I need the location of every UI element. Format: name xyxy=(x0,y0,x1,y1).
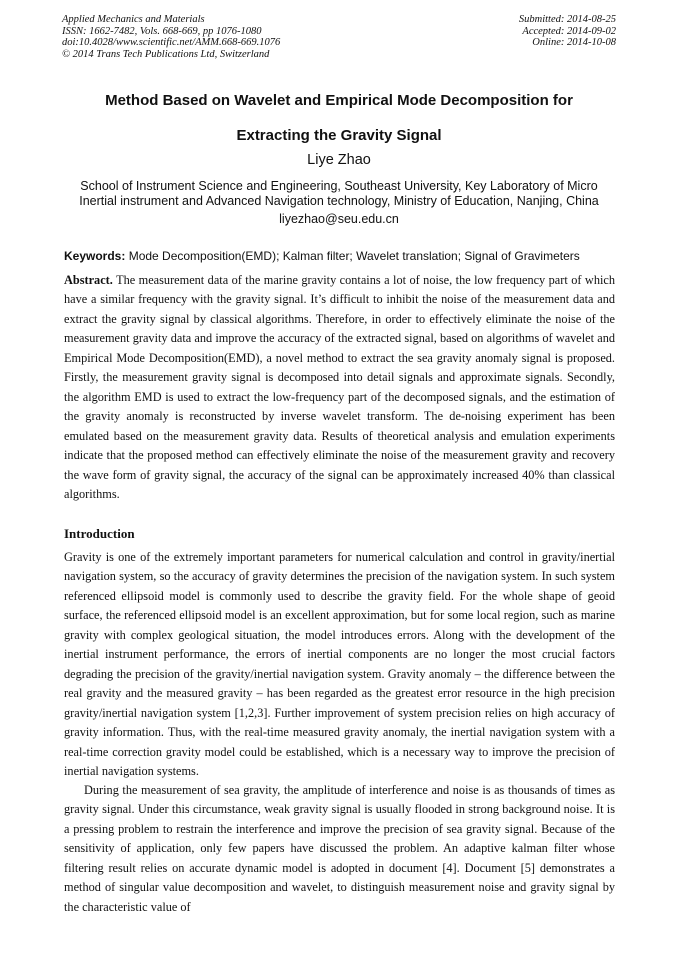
journal-name: Applied Mechanics and Materials xyxy=(62,14,205,25)
author-name: Liye Zhao xyxy=(307,152,371,168)
accepted-date: Accepted: 2014-09-02 xyxy=(522,25,616,37)
journal-header-right xyxy=(519,14,616,49)
affiliation-line-1: School of Instrument Science and Engineering, Southeast University, Key Laboratory of Micro xyxy=(80,179,598,193)
section-heading-introduction: Introduction xyxy=(64,526,135,541)
abstract-text: The measurement data of the marine gravity contains a lot of noise, the low frequency part of which have a similar frequency with the gravity signal. It’s difficult to inhibit the noise of the measurement data and extract the gravity signal by classical algorithms. Therefore, in order to effectively eliminate the noise of the measurement gravity data and improve the accuracy of the extracted signal, based on algorithms of wavelet and Empirical Mode Decomposition(EMD), a novel method to extract the sea gravity anomaly signal is proposed. Firstly, the measurement gravity signal is decomposed into detail signals and approximate signals. Secondly, the algorithm EMD is used to extract the low-frequency part of the decomposed signals, and the estimation of the gravity anomaly is reconstructed by inverse wavelet transform. The de-noising experiment has been emulated based on the measurement gravity data. Results of theoretical analysis and emulation experiments indicate that the proposed method can effectively eliminate the noise of the measurement gravity and recovery the wave form of gravity signal, the accuracy of the signal can be approximately increased 40% than classical algorithms. xyxy=(64,273,615,501)
author-email: liyezhao@seu.edu.cn xyxy=(279,212,399,226)
journal-copyright: © 2014 Trans Tech Publications Ltd, Switzerland xyxy=(62,48,270,60)
keywords xyxy=(64,249,624,263)
keywords-label: Keywords: xyxy=(64,249,126,263)
abstract-label: Abstract. xyxy=(64,273,113,287)
abstract xyxy=(64,271,615,504)
online-date: Online: 2014-10-08 xyxy=(532,37,616,48)
journal-issn: ISSN: 1662-7482, Vols. 668-669, pp 1076-1080 xyxy=(62,25,262,37)
introduction-paragraph-2: During the measurement of sea gravity, the amplitude of interference and noise is as thousands of times as gravity signal. Under this circumstance, weak gravity signal is usually flooded in strong background noise. It is a pressing problem to restrain the interference and improve the precision of sea gravity signal. Because of the sensitivity of application, only few papers have discussed the problem. An adaptive kalman filter whose filtering result relies on accurate dynamic model is adopted in document [4]. Document [5] demonstrates a method of singular value decomposition and wavelet, to distinguish measurement noise and gravity signal by the characteristic value of xyxy=(64,783,615,914)
journal-doi: doi:10.4028/www.scientific.net/AMM.668-669.1076 xyxy=(62,37,281,48)
paper-title-line-1: Method Based on Wavelet and Empirical Mode Decomposition for xyxy=(105,92,573,109)
affiliation xyxy=(60,179,618,209)
journal-header-left xyxy=(62,14,280,60)
keywords-text: Mode Decomposition(EMD); Kalman filter; Wavelet translation; Signal of Gravimeters xyxy=(125,249,580,263)
affiliation-line-2: Inertial instrument and Advanced Navigation technology, Ministry of Education, Nanjing, China xyxy=(79,194,599,208)
submitted-date: Submitted: 2014-08-25 xyxy=(518,14,616,25)
introduction-paragraph-1: Gravity is one of the extremely important parameters for numerical calculation and control in gravity/inertial navigation system, so the accuracy of gravity determines the precision of the navigation system. In such system referenced ellipsoid model is commonly used to describe the gravity field. For the whole shape of geoid surface, the referenced ellipsoid model is an excellent approximation, but for some local region, such as marine gravity with complex geological situation, the model introduces errors. Along with the development of the inertial instrument performance, the errors of inertial components are no longer the most crucial factors degrading the precision of the gravity/inertial navigation system. Gravity anomaly – the difference between the real gravity and the measured gravity – has been regarded as the greatest error resource in the high precision gravity/inertial navigation system [1,2,3]. Further improvement of system precision relies on high accuracy of gravity information. Thus, with the real-time measured gravity anomaly, the inertial navigation system with a real-time correction gravity model could be established, which is a necessary way to improve the precision of inertial navigation systems. xyxy=(64,550,615,778)
paper-title-line-2: Extracting the Gravity Signal xyxy=(236,127,442,144)
